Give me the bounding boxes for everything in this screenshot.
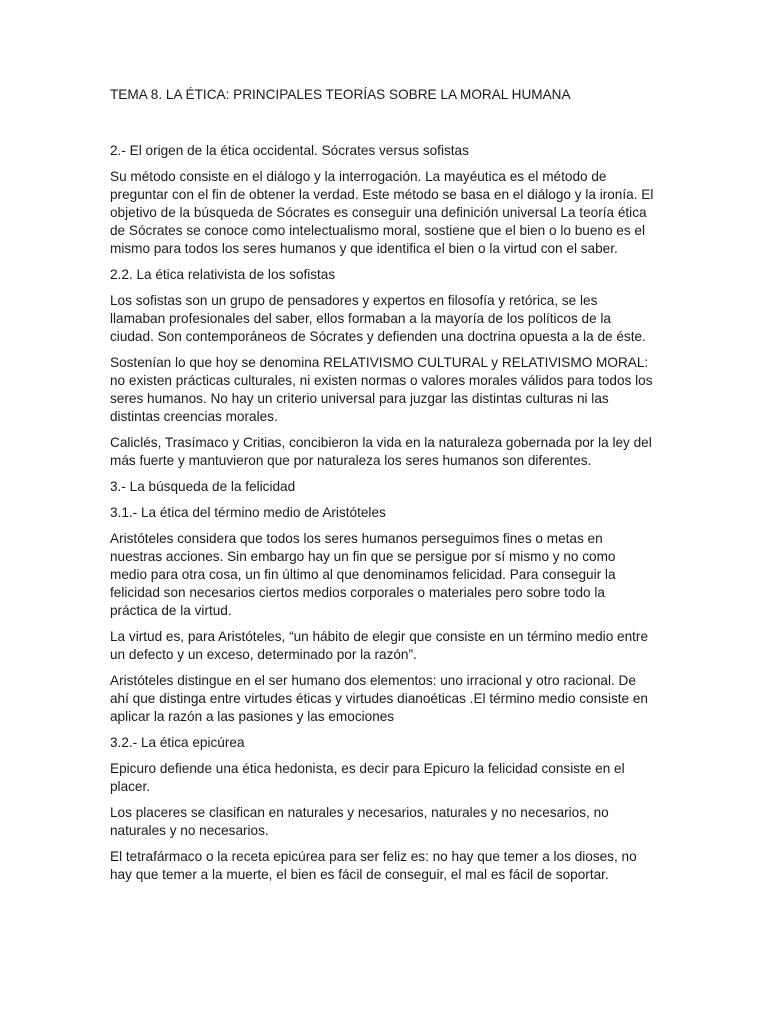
paragraph-relativism: Sostenían lo que hoy se denomina RELATIVISMO CULTURAL y RELATIVISMO MORAL: no existen prácticas culturales, ni existen normas o valores morales válidos para todos los seres humanos. No hay un criterio universal para juzgar las distintas culturas ni las distintas creencias morales. bbox=[110, 355, 653, 424]
paragraph-pleasures-classification: Los placeres se clasifican en naturales y necesarios, naturales y no necesarios, no naturales y no necesarios. bbox=[110, 805, 609, 838]
document-page bbox=[110, 86, 655, 892]
section-heading-epicurean: 3.2.- La ética epicúrea bbox=[110, 735, 245, 750]
paragraph-virtues-types: Aristóteles distingue en el ser humano dos elementos: uno irracional y otro racional. De ahí que distinga entre virtudes éticas y virtudes dianoéticas .El término medio consiste en aplicar la razón a las pasiones y las emociones bbox=[110, 673, 648, 724]
section-heading-aristotle: 3.1.- La ética del término medio de Aristóteles bbox=[110, 505, 386, 520]
paragraph-sophists-definition: Los sofistas son un grupo de pensadores y expertos en filosofía y retórica, se les llamaban profesionales del saber, ellos formaban a la mayoría de los políticos de la ciudad. Son contemporáneos de Sócrates y defienden una doctrina opuesta a la de éste. bbox=[110, 293, 646, 344]
paragraph-callicles: Caliclés, Trasímaco y Critias, concibieron la vida en la naturaleza gobernada por la ley del más fuerte y mantuvieron que por naturaleza los seres humanos son diferentes. bbox=[110, 435, 652, 468]
paragraph-tetrapharmakos: El tetrafármaco o la receta epicúrea para ser feliz es: no hay que temer a los dioses, no hay que temer a la muerte, el bien es fácil de conseguir, el mal es fácil de soportar. bbox=[110, 849, 637, 882]
paragraph-aristotle-ends: Aristóteles considera que todos los seres humanos perseguimos fines o metas en nuestras acciones. Sin embargo hay un fin que se persigue por sí mismo y no como medio para otra cosa, un fin último al que denominamos felicidad. Para conseguir la felicidad son necesarios ciertos medios corporales o materiales pero sobre todo la práctica de la virtud. bbox=[110, 531, 616, 618]
paragraph-virtue-definition: La virtud es, para Aristóteles, “un hábito de elegir que consiste en un término medio entre un defecto y un exceso, determinado por la razón”. bbox=[110, 629, 649, 662]
document-title: TEMA 8. LA ÉTICA: PRINCIPALES TEORÍAS SOBRE LA MORAL HUMANA bbox=[110, 87, 571, 102]
section-heading-origin: 2.- El origen de la ética occidental. Sócrates versus sofistas bbox=[110, 143, 469, 158]
paragraph-socratic-method: Su método consiste en el diálogo y la interrogación. La mayéutica es el método de preguntar con el fin de obtener la verdad. Este método se basa en el diálogo y la ironía. El objetivo de la búsqueda de Sócrates es conseguir una definición universal La teoría ética de Sócrates se conoce como intelectualismo moral, sostiene que el bien o lo bueno es el mismo para todos los seres humanos y que identifica el bien o la virtud con el saber. bbox=[110, 169, 654, 256]
section-heading-happiness: 3.- La búsqueda de la felicidad bbox=[110, 479, 296, 494]
paragraph-epicurus-hedonism: Epicuro defiende una ética hedonista, es decir para Epicuro la felicidad consiste en el placer. bbox=[110, 761, 625, 794]
section-heading-sophists: 2.2. La ética relativista de los sofistas bbox=[110, 267, 336, 282]
